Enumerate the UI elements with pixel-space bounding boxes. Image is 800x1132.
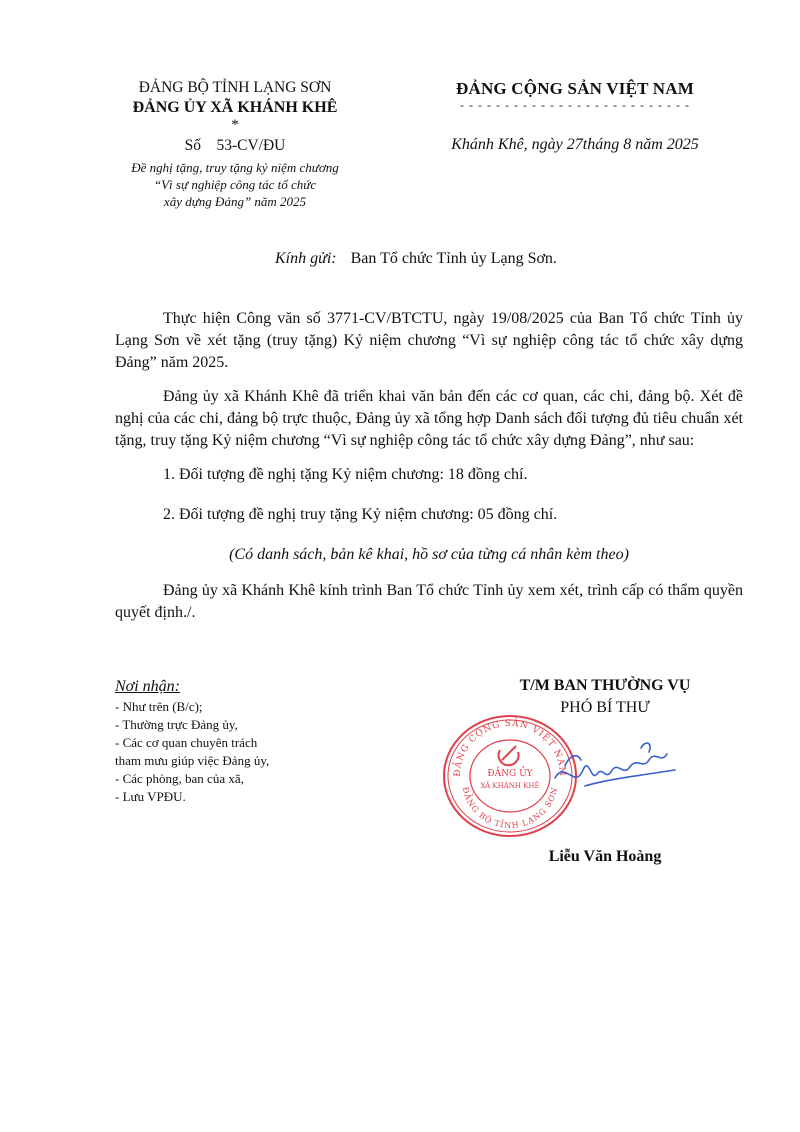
closing-paragraph: Đảng ủy xã Khánh Khê kính trình Ban Tổ chức Tỉnh ủy xem xét, trình cấp có thẩm quyền quyết định./. <box>115 582 743 621</box>
distribution-item: - Các cơ quan chuyên trách <box>115 735 258 750</box>
subject-line-3: xây dựng Đảng” năm 2025 <box>163 194 307 209</box>
header-separator: - - - - - - - - - - - - - - - - - - - - - - - - - - <box>460 98 690 112</box>
party-name: ĐẢNG CỘNG SẢN VIỆT NAM <box>455 79 695 98</box>
header-star: * <box>231 117 239 133</box>
distribution-title: Nơi nhận: <box>115 678 180 695</box>
distribution-item: - Lưu VPĐU. <box>115 789 186 804</box>
list-item-2: 2. Đối tượng đề nghị truy tặng Kỷ niệm chương: 05 đồng chí. <box>163 506 558 523</box>
distribution-item: - Như trên (B/c); <box>115 699 203 714</box>
seal-top-text: ĐẢNG CỘNG SẢN VIỆT NAM <box>452 718 568 778</box>
recipient-value: Ban Tổ chức Tỉnh ủy Lạng Sơn. <box>350 250 557 267</box>
list-item-1: 1. Đối tượng đề nghị tặng Kỷ niệm chương: 18 đồng chí. <box>163 466 528 483</box>
org-commune-party-committee: ĐẢNG ỦY XÃ KHÁNH KHÊ <box>132 99 338 116</box>
org-province-party: ĐẢNG BỘ TỈNH LẠNG SƠN <box>138 79 332 96</box>
recipient-label: Kính gửi: <box>275 250 337 267</box>
distribution-list <box>115 676 365 806</box>
national-header-block <box>410 78 740 154</box>
body-paragraph-2: Đảng ủy xã Khánh Khê đã triển khai văn bản đến các cơ quan, các chi, đảng bộ. Xét đề nghị của các chi, đảng bộ trực thuộc, Đảng ủy xã tổng hợp Danh sách đối tượng đủ tiêu chuẩn xét tặng, truy tặng Kỷ niệm chương “Vì sự nghiệp công tác tổ chức xây dựng Đảng”, như sau: <box>115 388 743 449</box>
seal-center-line-1: ĐẢNG ỦY <box>487 769 533 779</box>
document-date: Khánh Khê, ngày 27tháng 8 năm 2025 <box>451 136 699 153</box>
signer-name: Liễu Văn Hoàng <box>548 848 662 865</box>
signer-position: PHÓ BÍ THƯ <box>560 699 650 716</box>
seal-bottom-text: ĐẢNG BỘ TỈNH LẠNG SƠN <box>460 785 560 831</box>
distribution-item: - Các phòng, ban của xã, <box>115 771 244 786</box>
signer-role: T/M BAN THƯỜNG VỤ <box>519 677 691 694</box>
attachment-note: (Có danh sách, bản kê khai, hồ sơ của từng cá nhân kèm theo) <box>229 546 629 563</box>
subject-line-1: Đề nghị tặng, truy tặng kỷ niệm chương <box>131 160 339 175</box>
recipient-line <box>275 250 557 268</box>
distribution-item: tham mưu giúp việc Đảng ủy, <box>115 753 270 768</box>
hammer-sickle-icon <box>499 746 519 765</box>
subject-line-2: “Vì sự nghiệp công tác tổ chức <box>153 177 317 192</box>
issuing-organization-block <box>100 78 370 210</box>
handwritten-signature-icon <box>545 730 685 800</box>
document-body <box>115 308 743 636</box>
document-number: Số 53-CV/ĐU <box>184 137 286 154</box>
document-subject <box>100 159 370 210</box>
distribution-item: - Thường trực Đảng ủy, <box>115 717 238 732</box>
body-paragraph-1: Thực hiện Công văn số 3771-CV/BTCTU, ngày 19/08/2025 của Ban Tổ chức Tỉnh ủy Lạng Sơn về xét tặng (truy tặng) Kỷ niệm chương “Vì sự nghiệp công tác tổ chức xây dựng Đảng” năm 2025. <box>115 310 743 371</box>
seal-center-line-2: XÃ KHÁNH KHÊ <box>480 782 540 790</box>
